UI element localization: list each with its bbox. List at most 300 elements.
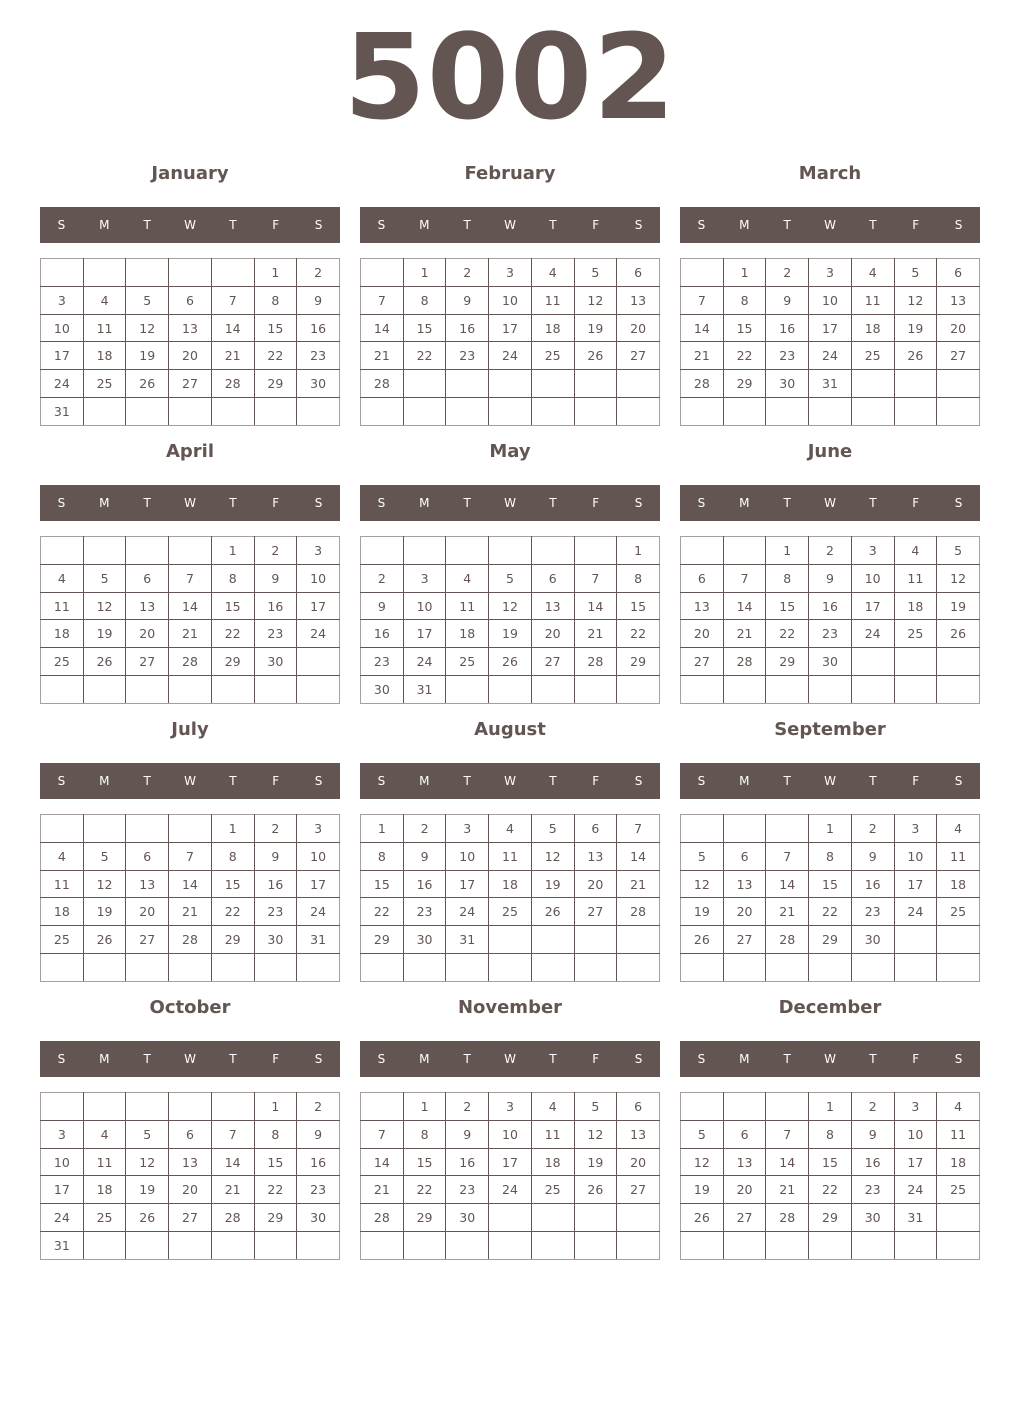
- day-cell: [489, 954, 532, 982]
- weekday-label: F: [592, 774, 600, 788]
- day-cell: 29: [254, 370, 297, 398]
- day-cell: 16: [361, 620, 404, 648]
- week-row: [361, 286, 660, 314]
- day-cell: 15: [809, 870, 852, 898]
- day-cell: 2: [766, 259, 809, 287]
- day-cell: 6: [723, 842, 766, 870]
- month-title: October: [149, 997, 231, 1018]
- weekday-header: [40, 207, 340, 243]
- day-cell: 6: [169, 1120, 212, 1148]
- day-cell: [681, 954, 724, 982]
- week-row: [361, 926, 660, 954]
- day-cell: 14: [681, 314, 724, 342]
- day-cell: [531, 926, 574, 954]
- day-cell: 13: [723, 1148, 766, 1176]
- month-block-august: [360, 718, 660, 988]
- weekday-label: M: [739, 496, 750, 510]
- day-cell: 14: [723, 592, 766, 620]
- day-cell: [574, 1232, 617, 1260]
- week-row: [41, 1120, 340, 1148]
- day-cell: [851, 954, 894, 982]
- day-cell: 22: [766, 620, 809, 648]
- day-cell: [446, 954, 489, 982]
- day-cell: 2: [809, 537, 852, 565]
- day-cell: [297, 1232, 340, 1260]
- day-cell: 10: [403, 592, 446, 620]
- day-cell: 20: [617, 314, 660, 342]
- day-cell: 19: [126, 342, 169, 370]
- week-row: [681, 370, 980, 398]
- day-cell: 18: [446, 620, 489, 648]
- week-row: [681, 592, 980, 620]
- day-cell: 24: [41, 1204, 84, 1232]
- day-cell: 18: [41, 620, 84, 648]
- week-row: [41, 870, 340, 898]
- day-cell: 4: [531, 259, 574, 287]
- day-cell: 9: [851, 842, 894, 870]
- day-cell: [851, 1232, 894, 1260]
- week-row: [361, 648, 660, 676]
- day-cell: 9: [254, 842, 297, 870]
- week-row: [41, 1176, 340, 1204]
- weekday-header: [360, 207, 660, 243]
- day-cell: 15: [361, 870, 404, 898]
- day-cell: 20: [681, 620, 724, 648]
- day-cell: 7: [361, 1120, 404, 1148]
- month-block-april: [40, 440, 340, 710]
- day-cell: 28: [681, 370, 724, 398]
- week-row: [361, 342, 660, 370]
- day-cell: 12: [937, 564, 980, 592]
- day-cell: 13: [574, 842, 617, 870]
- weekday-label: S: [314, 496, 323, 510]
- day-cell: 9: [766, 286, 809, 314]
- day-cell: [211, 1093, 254, 1121]
- day-cell: [169, 259, 212, 287]
- day-cell: 26: [574, 342, 617, 370]
- weekday-label: S: [634, 496, 643, 510]
- day-cell: [41, 815, 84, 843]
- day-cell: [446, 1232, 489, 1260]
- day-cell: 1: [254, 1093, 297, 1121]
- day-cell: 11: [446, 592, 489, 620]
- day-cell: 21: [574, 620, 617, 648]
- day-cell: 6: [723, 1120, 766, 1148]
- weekday-label: T: [549, 496, 557, 510]
- day-cell: 22: [617, 620, 660, 648]
- week-row: [681, 314, 980, 342]
- week-row: [41, 370, 340, 398]
- day-cell: 15: [766, 592, 809, 620]
- day-cell: [617, 926, 660, 954]
- day-cell: 13: [937, 286, 980, 314]
- day-cell: 10: [297, 842, 340, 870]
- day-cell: [361, 537, 404, 565]
- weekday-label: S: [697, 496, 706, 510]
- day-cell: [894, 926, 937, 954]
- day-cell: [766, 1232, 809, 1260]
- day-cell: 21: [169, 898, 212, 926]
- day-cell: 5: [126, 1120, 169, 1148]
- day-cell: 24: [41, 370, 84, 398]
- weekday-label: S: [57, 1052, 66, 1066]
- day-cell: 17: [41, 1176, 84, 1204]
- day-cell: 24: [489, 342, 532, 370]
- day-cell: 9: [446, 286, 489, 314]
- weekday-label: T: [783, 218, 791, 232]
- day-cell: 31: [403, 676, 446, 704]
- day-cell: 10: [894, 842, 937, 870]
- weekday-header: [680, 1041, 980, 1077]
- day-cell: 17: [446, 870, 489, 898]
- day-cell: 29: [211, 926, 254, 954]
- week-row: [41, 592, 340, 620]
- day-cell: 14: [617, 842, 660, 870]
- day-cell: [574, 398, 617, 426]
- week-row: [681, 898, 980, 926]
- weekday-label: M: [739, 774, 750, 788]
- day-cell: [894, 954, 937, 982]
- day-cell: 16: [851, 870, 894, 898]
- day-cell: 29: [403, 1204, 446, 1232]
- day-cell: [766, 1093, 809, 1121]
- week-row: [681, 815, 980, 843]
- day-cell: [809, 398, 852, 426]
- month-title: January: [151, 163, 229, 184]
- month-block-december: [680, 996, 980, 1266]
- day-cell: 8: [403, 286, 446, 314]
- day-cell: 30: [446, 1204, 489, 1232]
- day-cell: 18: [489, 870, 532, 898]
- weekday-label: S: [954, 1052, 963, 1066]
- day-cell: 24: [809, 342, 852, 370]
- day-cell: 17: [489, 1148, 532, 1176]
- day-cell: 27: [126, 926, 169, 954]
- day-cell: 23: [446, 1176, 489, 1204]
- day-cell: 1: [361, 815, 404, 843]
- day-cell: 30: [403, 926, 446, 954]
- day-cell: [574, 537, 617, 565]
- day-cell: 16: [403, 870, 446, 898]
- day-cell: 3: [41, 1120, 84, 1148]
- day-cell: 21: [169, 620, 212, 648]
- month-title: July: [171, 719, 209, 740]
- day-cell: 10: [851, 564, 894, 592]
- week-row: [681, 286, 980, 314]
- day-cell: 16: [297, 314, 340, 342]
- week-row: [41, 1204, 340, 1232]
- day-cell: 11: [83, 314, 126, 342]
- day-cell: 9: [254, 564, 297, 592]
- day-cell: 2: [361, 564, 404, 592]
- day-cell: [489, 370, 532, 398]
- week-row: [361, 954, 660, 982]
- day-cell: 26: [574, 1176, 617, 1204]
- day-cell: 1: [809, 1093, 852, 1121]
- day-cell: 4: [531, 1093, 574, 1121]
- weekday-label: M: [419, 496, 430, 510]
- week-row: [361, 1232, 660, 1260]
- day-cell: [489, 537, 532, 565]
- day-cell: 13: [617, 286, 660, 314]
- day-cell: 5: [489, 564, 532, 592]
- day-cell: [531, 1232, 574, 1260]
- day-cell: 29: [254, 1204, 297, 1232]
- weekday-label: T: [869, 774, 877, 788]
- week-row: [41, 676, 340, 704]
- week-row: [361, 898, 660, 926]
- day-cell: 10: [809, 286, 852, 314]
- day-cell: [41, 259, 84, 287]
- day-cell: [297, 954, 340, 982]
- day-cell: [681, 259, 724, 287]
- day-cell: 19: [83, 898, 126, 926]
- day-cell: 19: [681, 898, 724, 926]
- day-cell: 5: [126, 286, 169, 314]
- day-cell: [83, 537, 126, 565]
- day-cell: 16: [809, 592, 852, 620]
- day-cell: 12: [126, 314, 169, 342]
- day-cell: [766, 815, 809, 843]
- day-cell: [617, 1204, 660, 1232]
- day-cell: [41, 676, 84, 704]
- week-row: [41, 1232, 340, 1260]
- day-cell: [169, 398, 212, 426]
- day-cell: 30: [297, 370, 340, 398]
- weekday-label: T: [783, 1052, 791, 1066]
- weekday-label: T: [463, 1052, 471, 1066]
- day-cell: 2: [851, 1093, 894, 1121]
- day-cell: [361, 259, 404, 287]
- day-cell: 4: [489, 815, 532, 843]
- day-cell: [83, 1232, 126, 1260]
- day-cell: [169, 676, 212, 704]
- weekday-label: T: [229, 1052, 237, 1066]
- day-cell: [531, 954, 574, 982]
- day-cell: [211, 398, 254, 426]
- week-row: [361, 592, 660, 620]
- day-cell: 19: [681, 1176, 724, 1204]
- day-cell: [446, 676, 489, 704]
- day-cell: 22: [403, 1176, 446, 1204]
- day-cell: 13: [169, 1148, 212, 1176]
- day-cell: [766, 676, 809, 704]
- day-cell: 22: [254, 342, 297, 370]
- day-cell: 25: [83, 370, 126, 398]
- weekday-label: F: [592, 496, 600, 510]
- day-cell: [211, 676, 254, 704]
- day-cell: [851, 370, 894, 398]
- day-cell: 18: [894, 592, 937, 620]
- day-cell: [489, 1204, 532, 1232]
- weekday-label: S: [697, 1052, 706, 1066]
- day-cell: 9: [297, 286, 340, 314]
- day-cell: 29: [723, 370, 766, 398]
- day-cell: 3: [41, 286, 84, 314]
- day-cell: 28: [766, 1204, 809, 1232]
- day-cell: 1: [766, 537, 809, 565]
- weekday-label: T: [869, 218, 877, 232]
- day-cell: 30: [766, 370, 809, 398]
- day-cell: 23: [766, 342, 809, 370]
- month-title: December: [778, 997, 882, 1018]
- day-cell: 19: [489, 620, 532, 648]
- day-cell: 23: [809, 620, 852, 648]
- day-cell: 15: [723, 314, 766, 342]
- day-cell: 14: [361, 314, 404, 342]
- day-cell: 12: [681, 870, 724, 898]
- day-cell: [83, 398, 126, 426]
- day-cell: [126, 537, 169, 565]
- day-cell: 4: [446, 564, 489, 592]
- day-cell: 3: [297, 537, 340, 565]
- day-cell: [894, 1232, 937, 1260]
- day-cell: 25: [894, 620, 937, 648]
- week-row: [41, 842, 340, 870]
- weekday-header: [40, 763, 340, 799]
- day-cell: 25: [851, 342, 894, 370]
- day-cell: 18: [83, 1176, 126, 1204]
- day-cell: 18: [83, 342, 126, 370]
- day-cell: [169, 954, 212, 982]
- day-cell: [403, 1232, 446, 1260]
- day-cell: 31: [297, 926, 340, 954]
- day-cell: 23: [254, 898, 297, 926]
- weekday-label: S: [377, 1052, 386, 1066]
- day-cell: [254, 1232, 297, 1260]
- day-cell: [446, 398, 489, 426]
- day-cell: [361, 954, 404, 982]
- weekday-label: F: [912, 1052, 920, 1066]
- day-cell: 23: [254, 620, 297, 648]
- day-cell: [723, 676, 766, 704]
- day-cell: 7: [723, 564, 766, 592]
- day-cell: 24: [894, 1176, 937, 1204]
- day-cell: 8: [723, 286, 766, 314]
- day-cell: [361, 1232, 404, 1260]
- day-cell: 9: [403, 842, 446, 870]
- day-cell: [723, 815, 766, 843]
- weekday-label: S: [57, 774, 66, 788]
- day-cell: 23: [297, 1176, 340, 1204]
- day-cell: 23: [446, 342, 489, 370]
- day-cell: 1: [403, 1093, 446, 1121]
- week-row: [41, 954, 340, 982]
- day-cell: [83, 954, 126, 982]
- day-cell: [681, 815, 724, 843]
- day-cell: 25: [937, 898, 980, 926]
- weekday-label: T: [229, 496, 237, 510]
- week-row: [361, 398, 660, 426]
- weekday-label: F: [272, 218, 280, 232]
- day-cell: 18: [937, 1148, 980, 1176]
- day-cell: 17: [297, 592, 340, 620]
- weekday-header: [40, 1041, 340, 1077]
- month-grid: [360, 814, 660, 982]
- month-block-march: [680, 162, 980, 432]
- week-row: [41, 926, 340, 954]
- weekday-label: M: [739, 218, 750, 232]
- day-cell: 18: [531, 314, 574, 342]
- day-cell: 11: [531, 286, 574, 314]
- weekday-label: T: [783, 774, 791, 788]
- day-cell: 16: [851, 1148, 894, 1176]
- weekday-label: W: [184, 218, 196, 232]
- day-cell: 2: [254, 537, 297, 565]
- day-cell: 22: [254, 1176, 297, 1204]
- day-cell: [766, 398, 809, 426]
- week-row: [681, 537, 980, 565]
- weekday-label: F: [912, 218, 920, 232]
- week-row: [681, 842, 980, 870]
- day-cell: 11: [937, 842, 980, 870]
- day-cell: 18: [937, 870, 980, 898]
- day-cell: [574, 370, 617, 398]
- day-cell: 8: [211, 842, 254, 870]
- day-cell: [723, 398, 766, 426]
- weekday-label: T: [463, 774, 471, 788]
- day-cell: [489, 926, 532, 954]
- weekday-label: W: [184, 774, 196, 788]
- month-grid: [680, 258, 980, 426]
- day-cell: 27: [169, 1204, 212, 1232]
- day-cell: 13: [531, 592, 574, 620]
- year-title: 5002: [343, 8, 677, 146]
- day-cell: 8: [211, 564, 254, 592]
- day-cell: 6: [126, 564, 169, 592]
- day-cell: 25: [41, 648, 84, 676]
- weekday-label: S: [697, 218, 706, 232]
- week-row: [361, 1148, 660, 1176]
- day-cell: 26: [83, 926, 126, 954]
- day-cell: 4: [41, 564, 84, 592]
- day-cell: [361, 1093, 404, 1121]
- weekday-label: M: [99, 1052, 110, 1066]
- day-cell: [937, 954, 980, 982]
- month-title: June: [807, 441, 853, 462]
- day-cell: 3: [403, 564, 446, 592]
- day-cell: 13: [681, 592, 724, 620]
- day-cell: 8: [254, 286, 297, 314]
- weekday-label: W: [504, 496, 516, 510]
- week-row: [41, 898, 340, 926]
- day-cell: 24: [403, 648, 446, 676]
- weekday-label: S: [634, 1052, 643, 1066]
- day-cell: 21: [681, 342, 724, 370]
- weekday-label: T: [869, 496, 877, 510]
- day-cell: 7: [766, 1120, 809, 1148]
- day-cell: [489, 398, 532, 426]
- day-cell: 12: [681, 1148, 724, 1176]
- week-row: [361, 815, 660, 843]
- weekday-header: [40, 485, 340, 521]
- day-cell: [809, 676, 852, 704]
- weekday-label: M: [99, 218, 110, 232]
- day-cell: 17: [297, 870, 340, 898]
- day-cell: 13: [169, 314, 212, 342]
- day-cell: [41, 1093, 84, 1121]
- day-cell: 17: [894, 1148, 937, 1176]
- day-cell: 21: [617, 870, 660, 898]
- day-cell: 24: [851, 620, 894, 648]
- day-cell: 23: [851, 1176, 894, 1204]
- day-cell: 20: [723, 898, 766, 926]
- day-cell: 23: [297, 342, 340, 370]
- weekday-label: S: [954, 218, 963, 232]
- day-cell: [723, 537, 766, 565]
- day-cell: [937, 926, 980, 954]
- day-cell: 12: [83, 870, 126, 898]
